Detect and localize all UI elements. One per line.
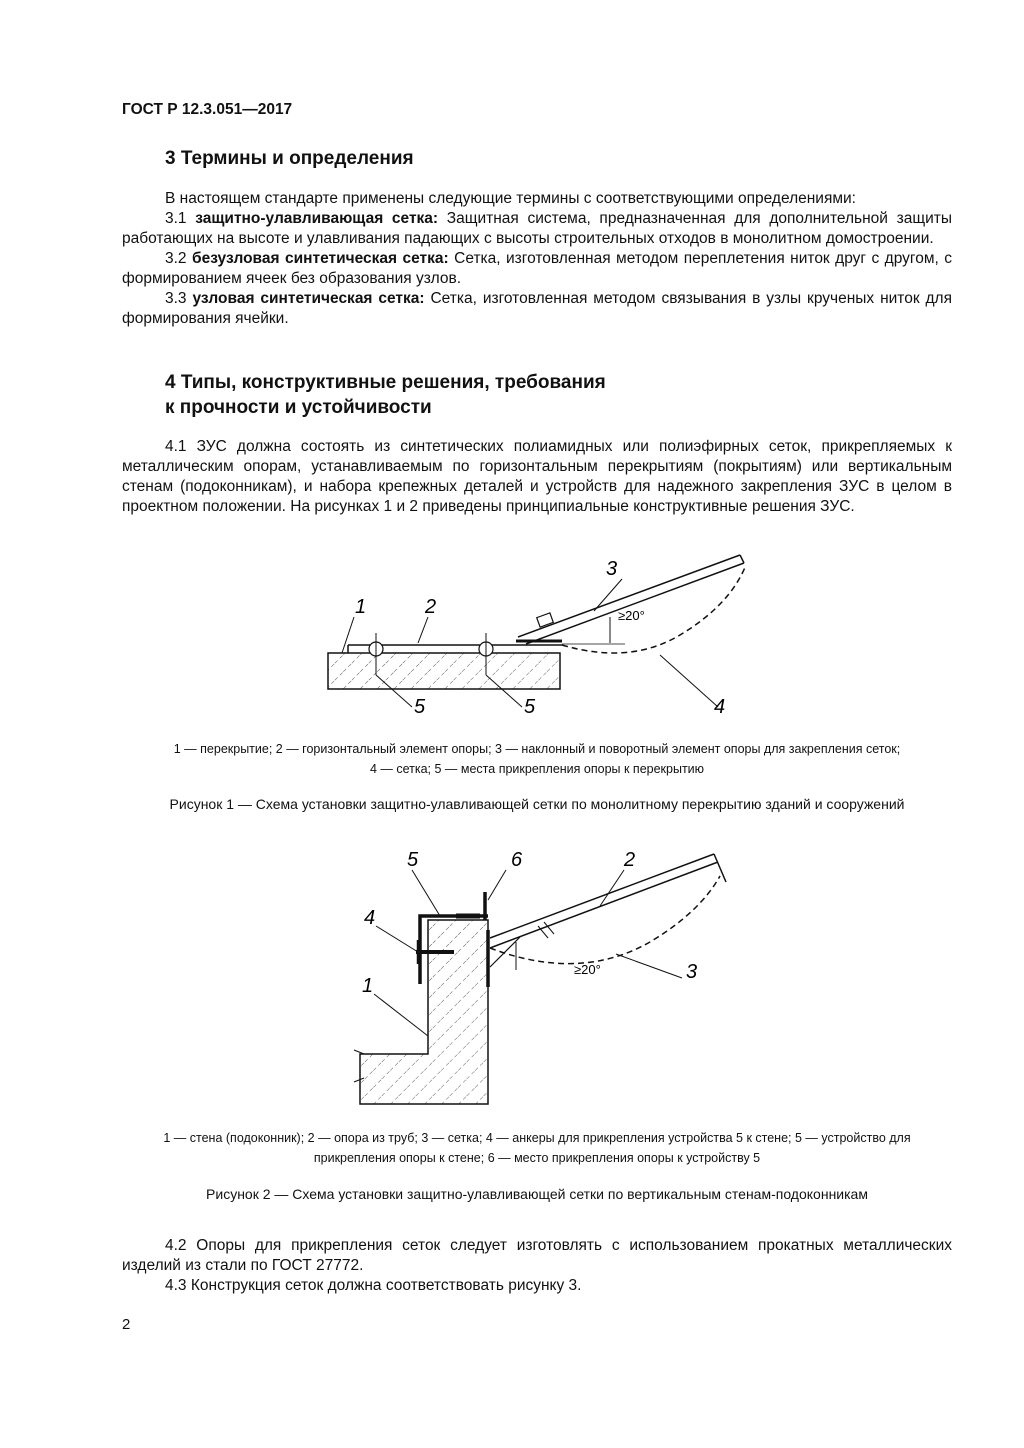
fig2-label-1: 1 (362, 975, 374, 997)
fig1-angle-label: ≥20° (618, 608, 645, 623)
figure-1-legend: 1 — перекрытие; 2 — горизонтальный элемент опоры; 3 — наклонный и поворотный элемент опоры для закрепления сеток; 4 — сетка; 5 — места прикрепления опоры к перекрытию (173, 742, 901, 776)
section-3-title: 3 Термины и определения (165, 148, 414, 169)
section-3-intro: В настоящем стандарте применены следующие термины с соответствующими определениями: (165, 190, 856, 207)
figure-2-caption: Рисунок 2 — Схема установки защитно-улавливающей сетки по вертикальным стенам-подоконникам (206, 1186, 868, 1202)
fig1-label-2: 2 (425, 596, 437, 618)
fig2-label-2: 2 (624, 849, 636, 871)
fig2-angle-label: ≥20° (574, 962, 601, 977)
fig1-label-5a: 5 (414, 696, 426, 718)
section-4-title: 4 Типы, конструктивные решения, требования к прочности и устойчивости (165, 372, 606, 418)
paragraph-4-3: 4.3 Конструкция сеток должна соответствовать рисунку 3. (165, 1277, 582, 1294)
fig1-label-1: 1 (355, 596, 367, 618)
document-header: ГОСТ Р 12.3.051—2017 (122, 101, 293, 118)
paragraph-4-2: 4.2 Опоры для прикрепления сеток следует изготовлять с использованием прокатных металлических изделий из стали по ГОСТ 27772. (122, 1237, 952, 1274)
pipe-support (490, 854, 714, 938)
term-3-2: 3.2 безузловая синтетическая сетка: Сетка, изготовленная методом переплетения ниток друг с другом, с формированием ячеек без образования узлов. (122, 250, 953, 287)
floor-slab (328, 653, 560, 689)
figure-1-caption: Рисунок 1 — Схема установки защитно-улавливающей сетки по монолитному перекрытию зданий и сооружений (169, 796, 905, 812)
net (490, 876, 720, 964)
page-number: 2 (122, 1316, 131, 1333)
wall (360, 920, 488, 1104)
fig1-label-5b: 5 (524, 696, 536, 718)
fig2-label-3: 3 (686, 961, 698, 983)
term-3-1: 3.1 защитно-улавливающая сетка: Защитная система, предназначенная для дополнительной защиты работающих на высоте и улавливания падающих с высоты строительных отходов в монолитном домостроении. (122, 210, 952, 247)
fig2-label-6: 6 (511, 849, 523, 871)
term-3-3: 3.3 узловая синтетическая сетка: Сетка, изготовленная методом связывания в узлы крученых ниток для формирования ячейки. (122, 290, 952, 327)
figure-2-diagram (330, 842, 750, 1110)
paragraphs-4-2-4-3 (122, 1236, 952, 1296)
fig2-label-4: 4 (364, 907, 376, 929)
safety-net (562, 565, 746, 653)
inclined-support (518, 555, 740, 637)
fig1-label-3: 3 (606, 558, 618, 580)
figure-1-diagram (300, 545, 780, 725)
paragraph-4-1: 4.1 ЗУС должна состоять из синтетических полиамидных или полиэфирных сеток, прикрепляемых к металлическим опорам, устанавливаемым по горизонтальным перекрытиям (покрытиям) или вертикальным стенам (подоконникам), и набора крепежных деталей и устройств для надежного закрепления ЗУС в целом в проектном положении. На рисунках 1 и 2 приведены принципиальные конструктивные решения ЗУС. (122, 438, 952, 515)
fig1-label-4: 4 (714, 696, 726, 718)
fig2-label-5: 5 (407, 849, 419, 871)
figure-2-legend: 1 — стена (подоконник); 2 — опора из труб; 3 — сетка; 4 — анкеры для прикрепления устройства 5 к стене; 5 — устройство для прикрепления опоры к стене; 6 — место прикрепления опоры к устройству 5 (163, 1131, 911, 1165)
section-3-body (122, 189, 952, 329)
